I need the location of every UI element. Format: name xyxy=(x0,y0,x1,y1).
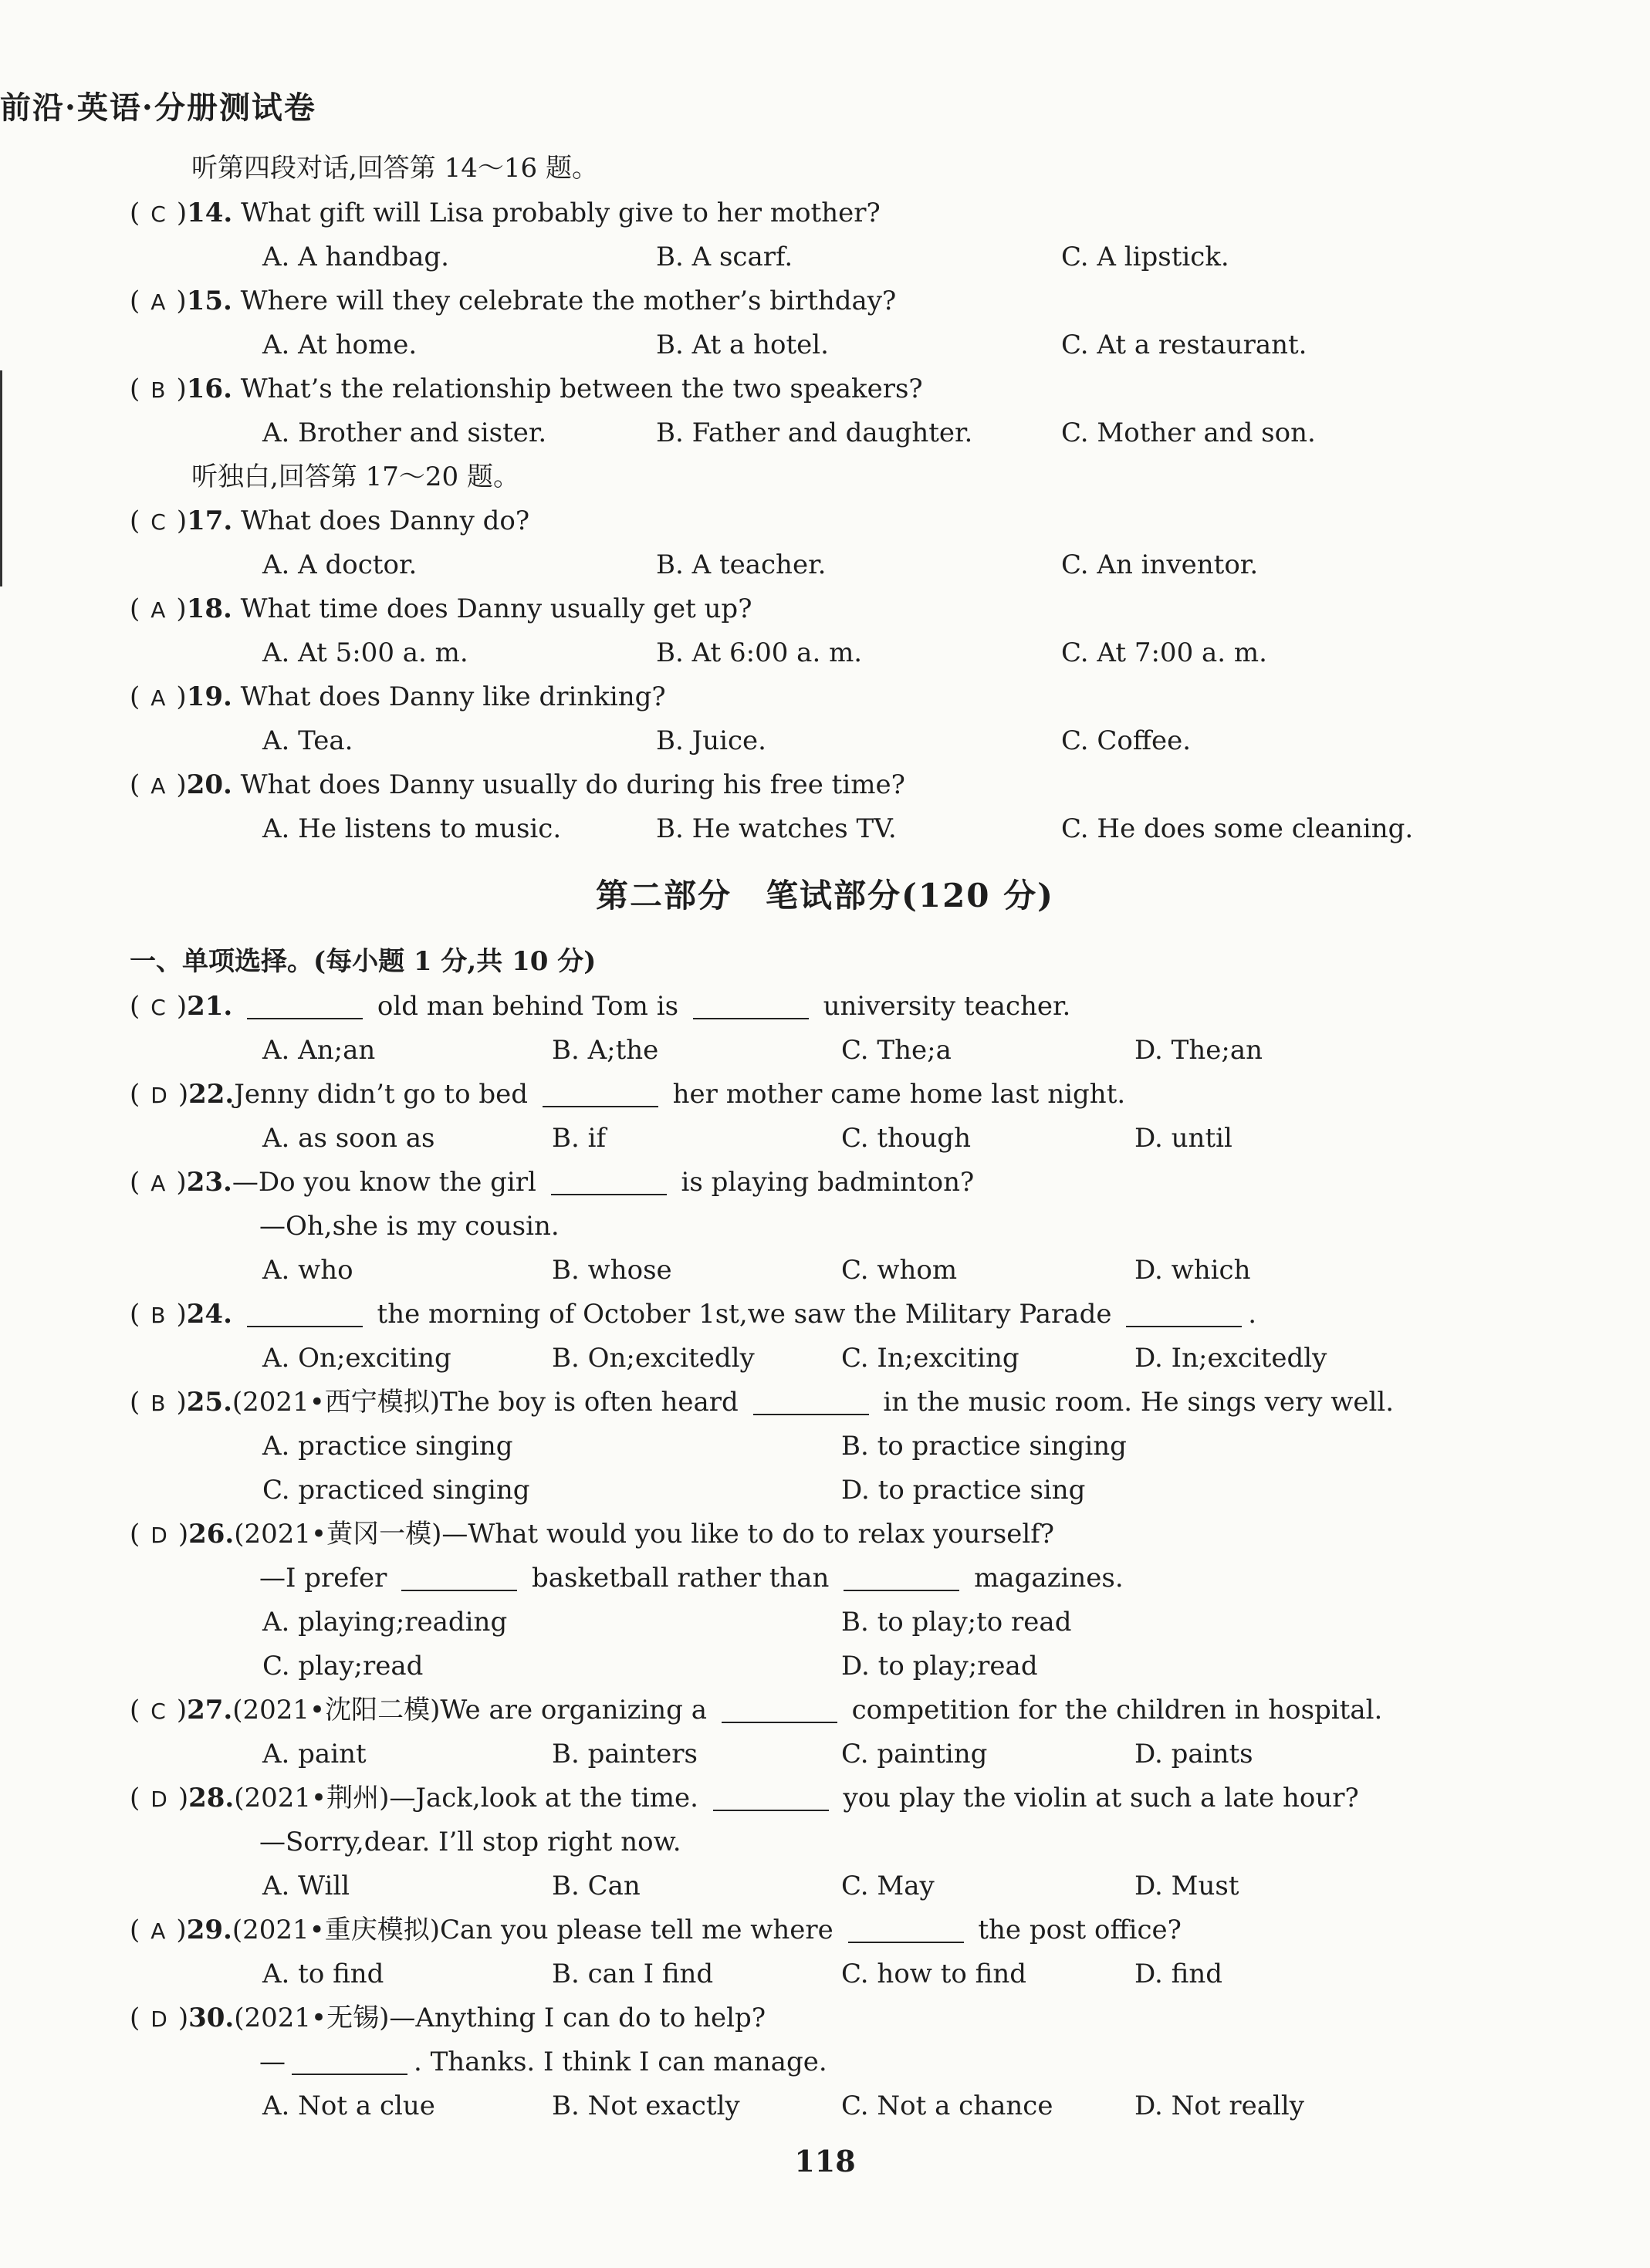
answer: A xyxy=(150,773,166,799)
answer: A xyxy=(150,597,166,623)
options-30: A. Not a clue B. Not exactly C. Not a chance D. Not really xyxy=(262,2091,1304,2121)
blank[interactable] xyxy=(693,987,809,1019)
blank[interactable] xyxy=(401,1559,517,1591)
question-28-reply: —Sorry,dear. I’ll stop right now. xyxy=(259,1827,681,1857)
answer: C xyxy=(150,1698,166,1724)
answer: A xyxy=(150,1918,166,1944)
question-29: ( A )29.(2021•重庆模拟)Can you please tell me where the post office? xyxy=(0,1908,1650,1952)
blank[interactable] xyxy=(543,1075,658,1107)
question-15: ( A )15. Where will they celebrate the mother’s birthday? xyxy=(130,286,897,316)
blank[interactable] xyxy=(753,1383,869,1415)
question-18: ( A )18. What time does Danny usually get up? xyxy=(130,593,752,624)
question-26-reply: —I prefer basketball rather than magazines. xyxy=(0,1557,1650,1600)
blank[interactable] xyxy=(1126,1295,1242,1327)
blank[interactable] xyxy=(722,1691,837,1723)
answer: A xyxy=(150,685,166,711)
options-24: A. On;exciting B. On;excitedly C. In;exciting D. In;excitedly xyxy=(262,1343,1327,1374)
question-23-reply: —Oh,she is my cousin. xyxy=(259,1211,560,1242)
page-number: 118 xyxy=(794,2144,856,2178)
section-intro: 听独白,回答第 17～20 题。 xyxy=(191,461,519,492)
answer: B xyxy=(150,1303,166,1328)
options-26-row2: C. play;read D. to play;read xyxy=(262,1651,1038,1682)
blank[interactable] xyxy=(551,1163,667,1195)
options-26-row1: A. playing;reading B. to play;to read xyxy=(262,1607,1072,1638)
options-28: A. Will B. Can C. May D. Must xyxy=(262,1871,1239,1901)
blank[interactable] xyxy=(247,1295,363,1327)
blank[interactable] xyxy=(292,2043,407,2075)
answer: C xyxy=(150,201,166,227)
answer: D xyxy=(150,1523,167,1548)
question-17: ( C )17. What does Danny do? xyxy=(130,505,530,536)
question-26: ( D )26.(2021•黄冈一模)—What would you like to do to relax yourself? xyxy=(130,1519,1055,1550)
options-25-row1: A. practice singing B. to practice singing xyxy=(262,1431,1127,1462)
question-23: ( A )23.—Do you know the girl is playing badminton? xyxy=(0,1161,1650,1204)
answer: D xyxy=(150,2006,167,2032)
question-24: ( B )24. the morning of October 1st,we saw the Military Parade . xyxy=(0,1293,1650,1336)
options-20: A. He listens to music. B. He watches TV. C. He does some cleaning. xyxy=(262,813,1414,844)
blank[interactable] xyxy=(844,1559,959,1591)
answer: D xyxy=(150,1786,167,1812)
question-22: ( D )22.Jenny didn’t go to bed her mother came home last night. xyxy=(0,1073,1650,1116)
answer: A xyxy=(150,289,166,315)
options-14: A. A handbag. B. A scarf. C. A lipstick. xyxy=(262,242,1229,272)
section-title: 一、单项选择。(每小题 1 分,共 10 分) xyxy=(130,946,597,977)
options-29: A. to find B. can I find C. how to find D. find xyxy=(262,1959,1223,1989)
answer: C xyxy=(150,995,166,1020)
question-20: ( A )20. What does Danny usually do during his free time? xyxy=(130,769,905,800)
question-30: ( D )30.(2021•无锡)—Anything I can do to help? xyxy=(130,2003,766,2033)
blank[interactable] xyxy=(848,1911,964,1943)
header-title: 前沿·英语·分册测试卷 xyxy=(0,90,316,126)
answer: A xyxy=(150,1171,166,1196)
options-25-row2: C. practiced singing D. to practice sing xyxy=(262,1475,1086,1506)
answer: C xyxy=(150,509,166,535)
question-16: ( B )16. What’s the relationship between the two speakers? xyxy=(130,373,923,404)
options-21: A. An;an B. A;the C. The;a D. The;an xyxy=(262,1035,1263,1066)
options-22: A. as soon as B. if C. though D. until xyxy=(262,1123,1232,1154)
question-28: ( D )28.(2021•荆州)—Jack,look at the time. you play the violin at such a late hour? xyxy=(0,1776,1650,1820)
question-14: ( C )14. What gift will Lisa probably give to her mother? xyxy=(130,198,881,228)
options-16: A. Brother and sister. B. Father and daughter. C. Mother and son. xyxy=(262,417,1316,448)
section-intro: 听第四段对话,回答第 14～16 题。 xyxy=(191,153,598,184)
question-25: ( B )25.(2021•西宁模拟)The boy is often heard in the music room. He sings very well. xyxy=(0,1381,1650,1424)
question-27: ( C )27.(2021•沈阳二模)We are organizing a competition for the children in hospital. xyxy=(0,1688,1650,1732)
answer: B xyxy=(150,377,166,403)
question-30-reply: — . Thanks. I think I can manage. xyxy=(0,2040,1650,2084)
blank[interactable] xyxy=(713,1779,829,1811)
blank[interactable] xyxy=(247,987,363,1019)
options-18: A. At 5:00 a. m. B. At 6:00 a. m. C. At 7:00 a. m. xyxy=(262,637,1267,668)
options-27: A. paint B. painters C. painting D. paints xyxy=(262,1739,1253,1769)
answer: B xyxy=(150,1391,166,1416)
answer: D xyxy=(150,1083,167,1108)
options-23: A. who B. whose C. whom D. which xyxy=(262,1255,1251,1286)
part-title: 第二部分 笔试部分(120 分) xyxy=(595,877,1055,914)
question-19: ( A )19. What does Danny like drinking? xyxy=(130,681,666,712)
options-15: A. At home. B. At a hotel. C. At a restaurant. xyxy=(262,330,1307,360)
options-19: A. Tea. B. Juice. C. Coffee. xyxy=(262,725,1192,756)
question-21: ( C )21. old man behind Tom is university teacher. xyxy=(0,985,1650,1028)
options-17: A. A doctor. B. A teacher. C. An inventor. xyxy=(262,549,1259,580)
